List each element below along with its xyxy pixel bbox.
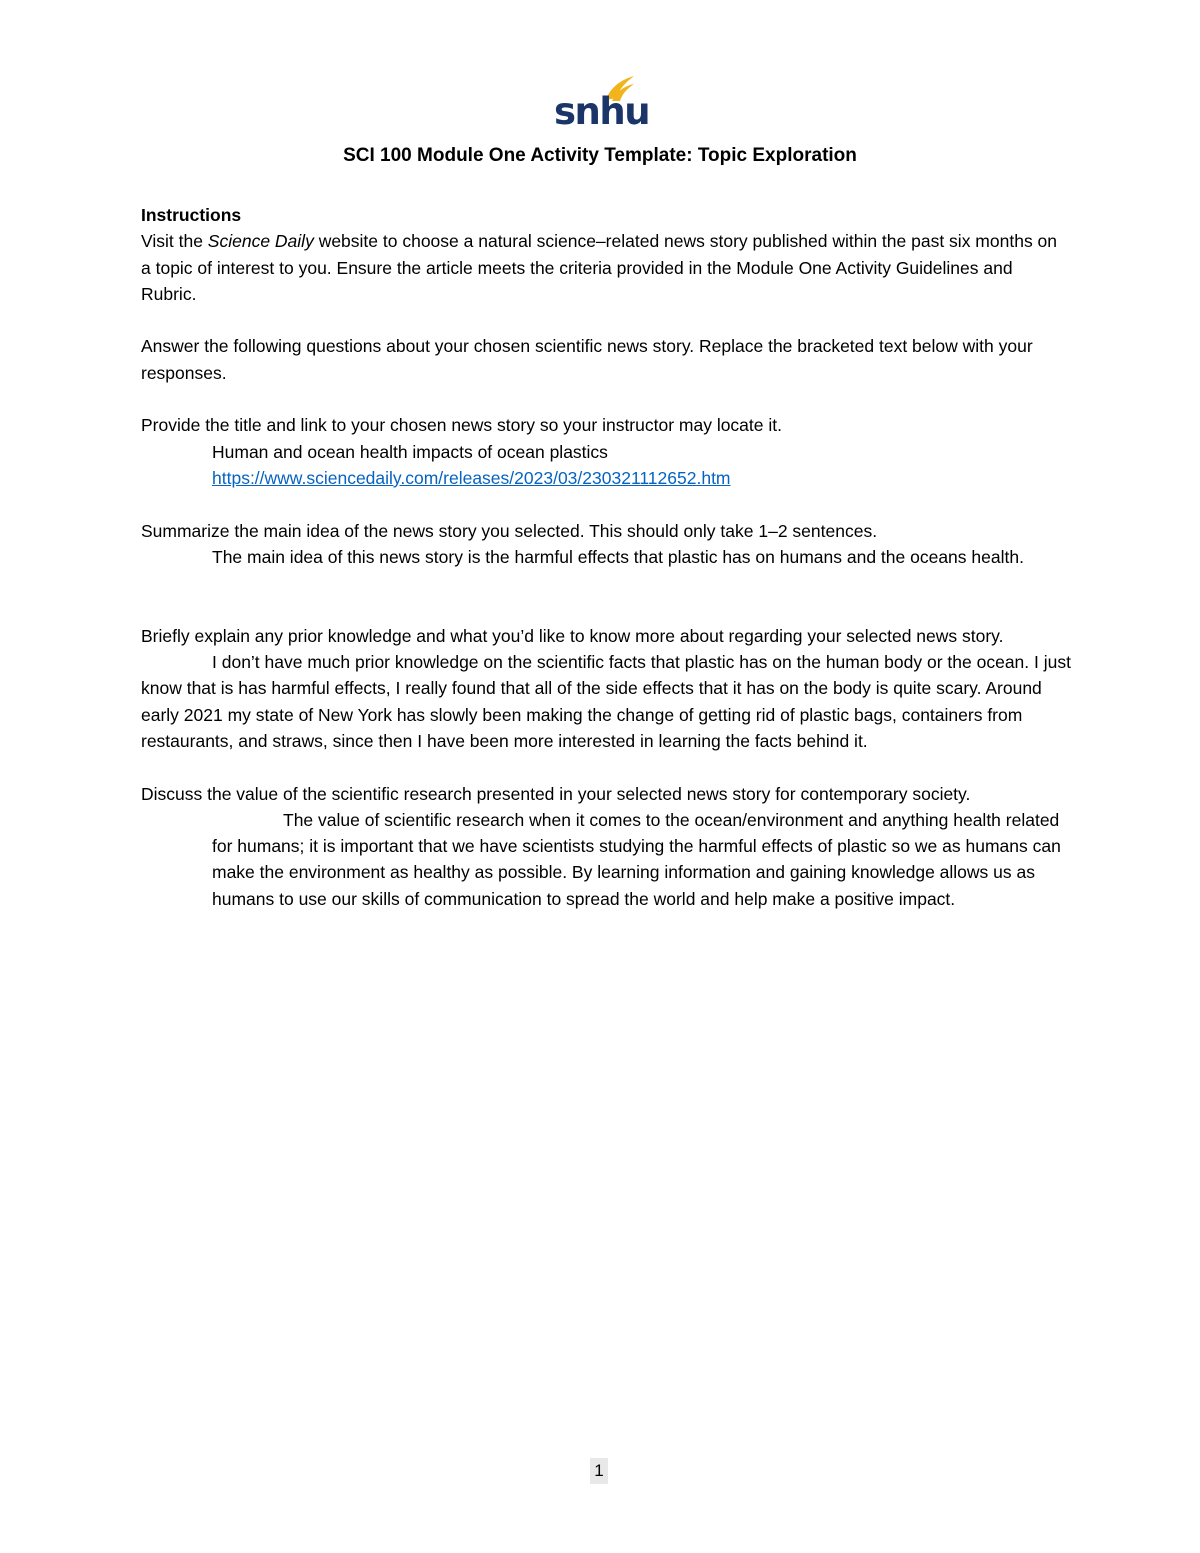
question-1: Provide the title and link to your chosen news story so your instructor may locate it. <box>141 415 782 436</box>
question-2: Summarize the main idea of the news story you selected. This should only take 1–2 sentences. <box>141 520 878 541</box>
logo-text: snhu <box>554 90 650 133</box>
instructions-p1-after: website to choose a natural science–related news story published within the past six months on a topic of interest to you. Ensure the article meets the criteria provided in the Module One Activity Guidelines and Rubric. <box>141 231 1058 304</box>
article-link[interactable]: https://www.sciencedaily.com/releases/2023/03/230321112652.htm <box>212 467 731 488</box>
instructions-p1-before: Visit the <box>141 231 208 252</box>
page-number: 1 <box>590 1458 608 1484</box>
instructions-paragraph-2: Answer the following questions about your chosen scientific news story. Replace the bracketed text below with your responses. <box>141 336 1033 383</box>
answer-1 <box>141 439 1071 492</box>
question-3: Briefly explain any prior knowledge and what you’d like to know more about regarding your selected news story. <box>141 625 1004 646</box>
answer-1-title: Human and ocean health impacts of ocean plastics <box>212 441 608 462</box>
answer-4: The value of scientific research when it comes to the ocean/environment and anything health related for humans; it is important that we have scientists studying the harmful effects of plastic so we as humans can make the environment as healthy as possible. By learning information and gaining knowledge allows us as humans to use our skills of communication to spread the world and help make a positive impact. <box>212 809 1061 909</box>
question-4: Discuss the value of the scientific research presented in your selected news story for contemporary society. <box>141 783 971 804</box>
document-body <box>141 202 1071 912</box>
answer-3: I don’t have much prior knowledge on the scientific facts that plastic has on the human body or the ocean. I just know that is has harmful effects, I really found that all of the side effects that it has on the body is quite scary. Around early 2021 my state of New York has slowly been making the change of getting rid of plastic bags, containers from restaurants, and straws, since then I have been more interested in learning the facts behind it. <box>141 652 1071 751</box>
document-title: SCI 100 Module One Activity Template: Topic Exploration <box>343 145 857 166</box>
answer-2: The main idea of this news story is the harmful effects that plastic has on humans and the oceans health. <box>212 546 1024 567</box>
instructions-paragraph-1 <box>141 228 1071 307</box>
instructions-heading: Instructions <box>141 205 242 225</box>
science-daily-name: Science Daily <box>207 231 314 252</box>
snhu-logo <box>554 74 650 134</box>
